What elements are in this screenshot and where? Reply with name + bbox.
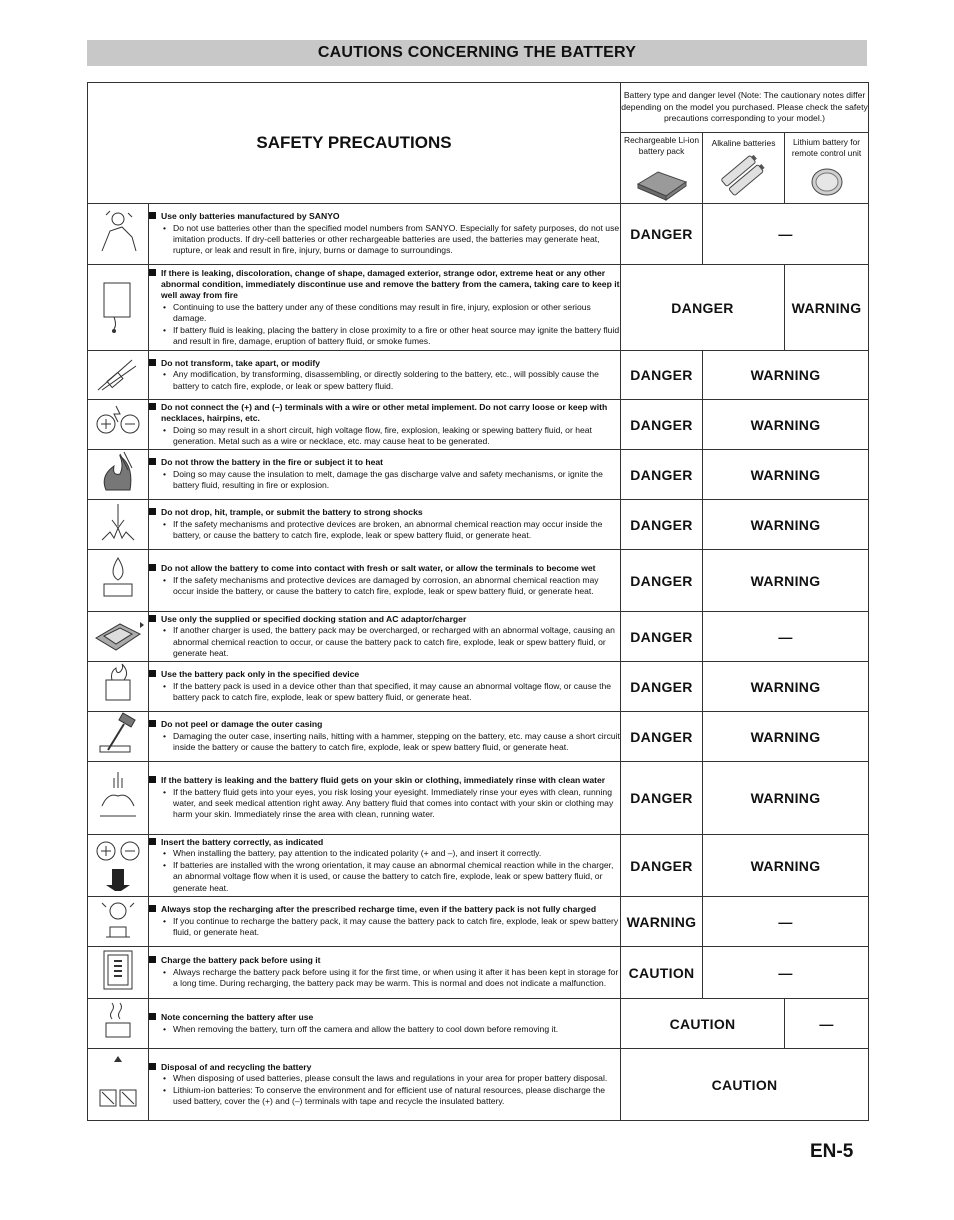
level-li-ion: DANGER: [621, 500, 703, 550]
row-text: [149, 762, 621, 835]
row-illustration: [88, 265, 149, 351]
level-other: WARNING: [703, 450, 869, 500]
level-li-ion: DANGER: [621, 835, 703, 897]
device-fire-icon: [92, 662, 144, 706]
row-text: [149, 947, 621, 999]
row-illustration: [88, 550, 149, 612]
recycle-icon: [92, 1052, 144, 1112]
level-li-ion: DANGER: [621, 450, 703, 500]
row-bullet: • Do not use batteries other than the specified model numbers from SANYO. Especially for safety purposes, do not use imitation products. If dry-cell batteries or other rechargeable batteries are used, the batteries may generate heat, rupture, or leak and result in fire, injury, burns or damage to surroundings.: [149, 223, 620, 257]
row-bullet: • Doing so may cause the insulation to melt, damage the gas discharge valve and safety mechanisms, or ignite the battery fluid, resulting in fire or explosion.: [149, 469, 620, 492]
level-other: —: [703, 947, 869, 999]
row-illustration: [88, 762, 149, 835]
row-text: [149, 204, 621, 265]
level-li-ion: CAUTION: [621, 947, 703, 999]
row-heading: Do not allow the battery to come into contact with fresh or salt water, or allow the terminals to become wet: [161, 563, 596, 574]
row-text: [149, 662, 621, 712]
level-other: WARNING: [703, 762, 869, 835]
row-heading: Use the battery pack only in the specified device: [161, 669, 360, 680]
row-text: [149, 612, 621, 662]
row-bullet: • Lithium-ion batteries: To conserve the environment and for efficient use of natural resources, please discharge the used battery, cover the (+) and (–) terminals with tape and recycle the insulated battery.: [149, 1085, 620, 1108]
row-bullet: • Doing so may result in a short circuit, high voltage flow, fire, explosion, leaking or spewing battery fluid, or heat generation. Metal such as a wire or necklace, etc. may cause heat to be generated.: [149, 425, 620, 448]
level-li-ion: DANGER: [621, 612, 703, 662]
hot-battery-icon: [92, 999, 144, 1043]
row-text: [149, 450, 621, 500]
row-bullet: • If batteries are installed with the wrong orientation, it may cause an abnormal chemical reaction while in the charger, an abnormal voltage flow when it is used, or cause the battery to catch fire, explode, leak or spew battery fluid, or generate heat.: [149, 860, 620, 894]
level-other: —: [703, 204, 869, 265]
coin-battery-icon: [807, 164, 847, 200]
level-other: WARNING: [703, 351, 869, 400]
row-illustration: [88, 712, 149, 762]
row-bullet: • If the safety mechanisms and protective devices are broken, an abnormal chemical reaction may occur inside the battery, or cause the battery to catch fire, explode, leak or spew battery fluid, or generate heat.: [149, 519, 620, 542]
battery-type-lithium: [785, 133, 869, 204]
row-illustration: [88, 204, 149, 265]
row-illustration: [88, 351, 149, 400]
level-all: CAUTION: [621, 1049, 869, 1121]
rinse-hands-icon: [92, 766, 144, 826]
alkaline-batteries-icon: [716, 154, 772, 198]
charger-icon: [90, 612, 146, 656]
row-bullet: • Continuing to use the battery under any of these conditions may result in fire, injury, explosion or other serious damage.: [149, 302, 620, 325]
level-other: WARNING: [703, 835, 869, 897]
battery-type-label: Rechargeable Li-ion battery pack: [624, 134, 699, 156]
row-bullet: • When removing the battery, turn off the camera and allow the battery to cool down before removing it.: [149, 1024, 620, 1035]
row-illustration: [88, 897, 149, 947]
row-bullet: • Damaging the outer case, inserting nails, hitting with a hammer, stepping on the battery, etc. may cause a short circuit inside the battery or cause the battery to catch fire, explode, leak or spew battery fluid, or generate heat.: [149, 731, 620, 754]
water-drop-icon: [92, 552, 144, 604]
row-bullet: • If the battery fluid gets into your eyes, you risk losing your eyesight. Immediately rinse your eyes with clean, running water, and seek medical attention right away. Any battery fluid that comes into contact with your skin or clothing may harm your skin. Immediately rinse the area with clean, running water.: [149, 787, 620, 821]
row-bullet: • Always recharge the battery pack before using it for the first time, or when using it after it has been kept in storage for a long time. During recharging, the battery pack may be warm. This is normal and does not indicate a malfunction.: [149, 967, 620, 990]
level-li-ion: CAUTION: [621, 999, 785, 1049]
row-illustration: [88, 450, 149, 500]
row-heading: Use only batteries manufactured by SANYO: [161, 211, 340, 222]
page-number: EN-5: [810, 1141, 854, 1162]
row-illustration: [88, 947, 149, 999]
level-li-ion: DANGER: [621, 712, 703, 762]
row-heading: Note concerning the battery after use: [161, 1012, 314, 1023]
table-title: SAFETY PRECAUTIONS: [88, 83, 621, 204]
li-ion-pack-icon: [634, 162, 690, 202]
row-heading: If there is leaking, discoloration, change of shape, damaged exterior, strange odor, extreme heat or any other abnormal condition, immediately discontinue use and remove the battery from the camera, taking care to keep it well away from fire: [161, 267, 620, 301]
level-li-ion: DANGER: [621, 265, 785, 351]
row-illustration: [88, 612, 149, 662]
battery-type-alkaline: [703, 133, 785, 204]
row-heading: Use only the supplied or specified docking station and AC adaptor/charger: [161, 613, 467, 624]
level-other: WARNING: [703, 550, 869, 612]
row-bullet: • Any modification, by transforming, disassembling, or directly soldering to the battery, etc., will possibly cause the battery to catch fire, explode, or leak or spew battery fluid.: [149, 369, 620, 392]
header-note: Battery type and danger level (Note: The cautionary notes differ depending on the model you purchased. Please check the safety precautions corresponding to your model.): [621, 83, 869, 133]
overcharge-icon: [92, 897, 144, 941]
page-title: CAUTIONS CONCERNING THE BATTERY: [87, 40, 867, 66]
row-text: [149, 265, 621, 351]
row-bullet: • If another charger is used, the battery pack may be overcharged, or recharged with an abnormal voltage, causing an abnormal chemical reaction to occur, or cause the battery pack to catch fire, explode, leak or spew battery fluid, or generate heat.: [149, 625, 620, 659]
row-illustration: [88, 999, 149, 1049]
row-bullet: • If the safety mechanisms and protective devices are damaged by corrosion, an abnormal chemical reaction may occur inside the battery, or cause the battery to catch fire, explode, leak or spew battery fluid, or generate heat.: [149, 575, 620, 598]
row-illustration: [88, 662, 149, 712]
row-heading: If the battery is leaking and the battery fluid gets on your skin or clothing, immediately rinse with clean water: [161, 775, 606, 786]
drop-impact-icon: [92, 500, 144, 544]
fire-icon: [92, 450, 144, 494]
level-li-ion: DANGER: [621, 400, 703, 450]
safety-table: [87, 82, 869, 1121]
level-li-ion: DANGER: [621, 662, 703, 712]
row-heading: Do not drop, hit, trample, or submit the battery to strong shocks: [161, 507, 423, 518]
level-li-ion: DANGER: [621, 550, 703, 612]
row-heading: Insert the battery correctly, as indicated: [161, 836, 324, 847]
row-text: [149, 400, 621, 450]
row-text: [149, 351, 621, 400]
row-illustration: [88, 400, 149, 450]
row-heading: Do not transform, take apart, or modify: [161, 357, 321, 368]
row-bullet: • When installing the battery, pay attention to the indicated polarity (+ and –), and insert it correctly.: [149, 848, 620, 859]
polarity-icon: [92, 835, 144, 891]
level-other: WARNING: [703, 662, 869, 712]
row-text: [149, 835, 621, 897]
row-text: [149, 897, 621, 947]
row-heading: Do not connect the (+) and (–) terminals with a wire or other metal implement. Do not carry loose or keep with necklaces, hairpins, etc.: [161, 401, 608, 424]
row-text: [149, 1049, 621, 1121]
level-other: WARNING: [703, 712, 869, 762]
charging-battery-icon: [92, 947, 144, 993]
level-other: WARNING: [703, 400, 869, 450]
row-text: [149, 999, 621, 1049]
row-text: [149, 712, 621, 762]
row-bullet: • If the battery pack is used in a device other than that specified, it may cause an abnormal voltage flow, or cause the battery pack to catch fire, explode, leak or spew battery fluid, or generate heat.: [149, 681, 620, 704]
level-lithium: —: [785, 999, 869, 1049]
level-lithium: WARNING: [785, 265, 869, 351]
level-other: WARNING: [703, 500, 869, 550]
row-heading: Do not throw the battery in the fire or subject it to heat: [161, 457, 384, 468]
row-heading: Disposal of and recycling the battery: [161, 1061, 312, 1072]
row-illustration: [88, 835, 149, 897]
row-heading: Always stop the recharging after the prescribed recharge time, even if the battery pack is not fully charged: [161, 904, 597, 915]
level-li-ion: WARNING: [621, 897, 703, 947]
row-bullet: • When disposing of used batteries, please consult the laws and regulations in your area for proper battery disposal.: [149, 1073, 620, 1084]
level-other: —: [703, 897, 869, 947]
row-illustration: [88, 1049, 149, 1121]
level-li-ion: DANGER: [621, 351, 703, 400]
level-li-ion: DANGER: [621, 762, 703, 835]
battery-type-li-ion: [621, 133, 703, 204]
battery-type-label: Alkaline batteries: [711, 138, 776, 148]
short-circuit-icon: [92, 400, 144, 444]
row-text: [149, 550, 621, 612]
person-burn-icon: [92, 207, 144, 257]
hammer-icon: [92, 712, 144, 756]
battery-type-label: Lithium battery for remote control unit: [791, 136, 862, 158]
disassemble-icon: [92, 352, 144, 394]
leaking-battery-icon: [92, 275, 144, 335]
row-heading: Do not peel or damage the outer casing: [161, 719, 323, 730]
level-other: —: [703, 612, 869, 662]
row-illustration: [88, 500, 149, 550]
row-bullet: • If battery fluid is leaking, placing the battery in close proximity to a fire or other heat source may ignite the battery fluid and result in fire, damage, eruption of battery fluid, or smoke fumes.: [149, 325, 620, 348]
row-bullet: • If you continue to recharge the battery pack, it may cause the battery pack to catch fire, explode, leak or spew battery fluid, or generate heat.: [149, 916, 620, 939]
level-li-ion: DANGER: [621, 204, 703, 265]
row-text: [149, 500, 621, 550]
row-heading: Charge the battery pack before using it: [161, 955, 321, 966]
